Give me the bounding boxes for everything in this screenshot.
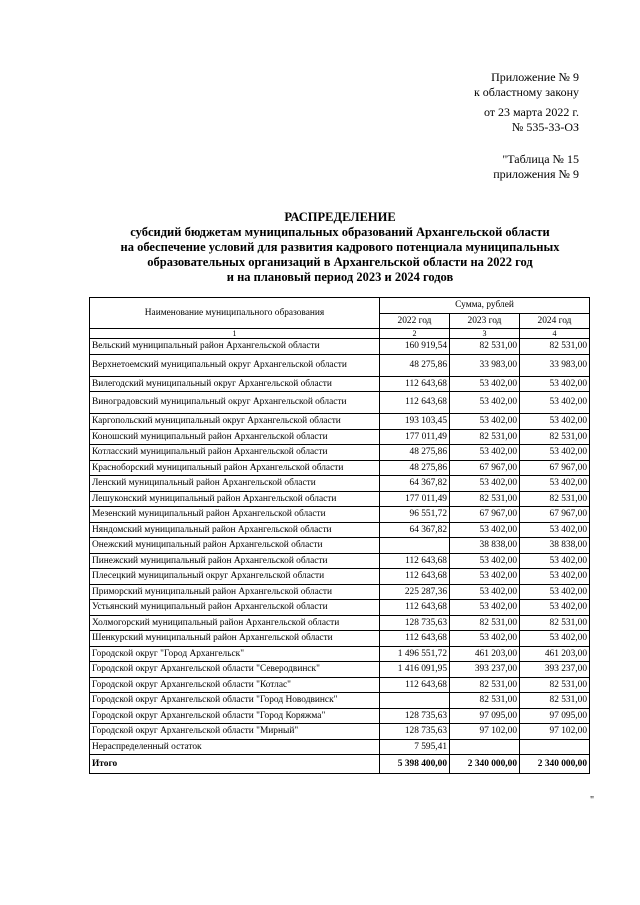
value-2024: 53 402,00 [520,392,590,414]
municipality-name: Шенкурский муниципальный район Архангельской области [90,631,380,647]
municipality-name: Мезенский муниципальный район Архангельской области [90,507,380,523]
municipality-name: Котласский муниципальный район Архангельской области [90,445,380,461]
table-row [90,693,590,709]
value-2023: 67 967,00 [450,507,520,523]
value-2022: 128 735,63 [380,708,450,724]
municipality-name: Городской округ Архангельской области "Город Коряжма" [90,708,380,724]
municipality-name: Городской округ "Город Архангельск" [90,646,380,662]
value-2022 [380,538,450,554]
municipality-name: Виноградовский муниципальный округ Архангельской области [90,392,380,414]
title-line-2: субсидий бюджетам муниципальных образований Архангельской области [130,225,550,239]
value-2024: 53 402,00 [520,414,590,430]
column-number-2: 2 [380,329,450,339]
municipality-name: Каргопольский муниципальный округ Архангельской области [90,414,380,430]
column-header-name: Наименование муниципального образования [90,298,380,329]
column-header-2022: 2022 год [380,313,450,329]
value-2022: 7 595,41 [380,739,450,755]
column-header-2023: 2023 год [450,313,520,329]
municipality-name: Пинежский муниципальный район Архангельской области [90,553,380,569]
value-2024: 97 095,00 [520,708,590,724]
table-row [90,646,590,662]
value-2022: 128 735,63 [380,724,450,740]
value-2023: 67 967,00 [450,460,520,476]
table-row [90,538,590,554]
table-row [90,376,590,392]
value-2024: 82 531,00 [520,693,590,709]
value-2024: 82 531,00 [520,429,590,445]
total-2024: 2 340 000,00 [520,755,590,774]
value-2023: 53 402,00 [450,553,520,569]
column-number-3: 3 [450,329,520,339]
municipality-name: Вельский муниципальный район Архангельской области [90,339,380,355]
table-reference-appendix: приложения № 9 [493,166,579,181]
value-2023: 53 402,00 [450,584,520,600]
closing-quote: " [590,795,595,806]
table-row [90,476,590,492]
table-row [90,724,590,740]
municipality-name: Городской округ Архангельской области "Северодвинск" [90,662,380,678]
appendix-law-ref: к областному закону [473,84,579,99]
table-row [90,460,590,476]
municipality-name: Городской округ Архангельской области "Котлас" [90,677,380,693]
value-2022: 112 643,68 [380,631,450,647]
value-2024: 53 402,00 [520,584,590,600]
total-2023: 2 340 000,00 [450,755,520,774]
appendix-law-number: № 535-33-ОЗ [511,119,579,134]
table-row [90,522,590,538]
column-number-1: 1 [90,329,380,339]
municipality-name: Городской округ Архангельской области "Город Новодвинск" [90,693,380,709]
value-2023: 82 531,00 [450,429,520,445]
value-2024: 461 203,00 [520,646,590,662]
value-2024: 393 237,00 [520,662,590,678]
table-row [90,708,590,724]
title-line-3: на обеспечение условий для развития кадрового потенциала муниципальных [120,240,560,254]
value-2023: 82 531,00 [450,339,520,355]
value-2023: 97 095,00 [450,708,520,724]
total-2022: 5 398 400,00 [380,755,450,774]
value-2023: 53 402,00 [450,445,520,461]
title-line-4: образовательных организаций в Архангельской области на 2022 год [147,255,533,269]
value-2022: 48 275,86 [380,445,450,461]
value-2023: 53 402,00 [450,392,520,414]
value-2023: 53 402,00 [450,522,520,538]
appendix-header [399,70,579,181]
table-row [90,414,590,430]
value-2022: 112 643,68 [380,376,450,392]
table-row [90,569,590,585]
value-2023: 38 838,00 [450,538,520,554]
value-2022: 112 643,68 [380,600,450,616]
value-2022: 96 551,72 [380,507,450,523]
table-row [90,507,590,523]
document-title [90,210,590,285]
value-2023: 97 102,00 [450,724,520,740]
value-2022: 112 643,68 [380,677,450,693]
value-2022: 112 643,68 [380,553,450,569]
value-2023: 53 402,00 [450,631,520,647]
title-line-5: и на плановый период 2023 и 2024 годов [226,270,454,284]
value-2022: 128 735,63 [380,615,450,631]
value-2023: 82 531,00 [450,677,520,693]
municipality-name: Нераспределенный остаток [90,739,380,755]
value-2024: 53 402,00 [520,445,590,461]
value-2023: 461 203,00 [450,646,520,662]
value-2022: 1 496 551,72 [380,646,450,662]
municipality-name: Онежский муниципальный район Архангельской области [90,538,380,554]
value-2022: 64 367,82 [380,522,450,538]
table-row [90,445,590,461]
municipality-name: Красноборский муниципальный район Архангельской области [90,460,380,476]
value-2023: 53 402,00 [450,414,520,430]
value-2024 [520,739,590,755]
value-2024: 53 402,00 [520,522,590,538]
value-2024: 53 402,00 [520,631,590,647]
value-2024: 53 402,00 [520,553,590,569]
municipality-name: Няндомский муниципальный район Архангельской области [90,522,380,538]
value-2023: 53 402,00 [450,376,520,392]
value-2023 [450,739,520,755]
value-2024: 53 402,00 [520,569,590,585]
municipality-name: Ленский муниципальный район Архангельской области [90,476,380,492]
value-2023: 82 531,00 [450,491,520,507]
municipality-name: Лешуконский муниципальный район Архангельской области [90,491,380,507]
value-2022: 48 275,86 [380,460,450,476]
value-2024: 97 102,00 [520,724,590,740]
municipality-name: Устьянский муниципальный район Архангельской области [90,600,380,616]
distribution-table [89,297,590,774]
table-row [90,662,590,678]
municipality-name: Холмогорский муниципальный район Архангельской области [90,615,380,631]
table-row [90,392,590,414]
value-2024: 82 531,00 [520,339,590,355]
value-2024: 53 402,00 [520,600,590,616]
value-2024: 33 983,00 [520,354,590,376]
table-row [90,553,590,569]
value-2024: 67 967,00 [520,460,590,476]
column-header-2024: 2024 год [520,313,590,329]
title-line-1: РАСПРЕДЕЛЕНИЕ [284,210,396,224]
value-2023: 53 402,00 [450,600,520,616]
value-2023: 53 402,00 [450,476,520,492]
value-2024: 82 531,00 [520,491,590,507]
total-row [90,755,590,774]
value-2023: 33 983,00 [450,354,520,376]
table-row [90,491,590,507]
value-2022: 112 643,68 [380,392,450,414]
value-2022: 112 643,68 [380,569,450,585]
appendix-date: от 23 марта 2022 г. [483,105,579,119]
value-2022: 177 011,49 [380,429,450,445]
table-row [90,600,590,616]
value-2022: 48 275,86 [380,354,450,376]
value-2022: 177 011,49 [380,491,450,507]
column-number-4: 4 [520,329,590,339]
municipality-name: Плесецкий муниципальный округ Архангельской области [90,569,380,585]
value-2022: 193 103,45 [380,414,450,430]
table-row [90,677,590,693]
table-row [90,339,590,355]
municipality-name: Верхнетоемский муниципальный округ Архангельской области [90,354,380,376]
value-2024: 82 531,00 [520,677,590,693]
value-2024: 38 838,00 [520,538,590,554]
table-row [90,429,590,445]
municipality-name: Городской округ Архангельской области "Мирный" [90,724,380,740]
value-2022 [380,693,450,709]
table-row [90,615,590,631]
appendix-number: Приложение № 9 [491,70,579,84]
table-row [90,584,590,600]
value-2024: 53 402,00 [520,476,590,492]
municipality-name: Приморский муниципальный район Архангельской области [90,584,380,600]
value-2023: 393 237,00 [450,662,520,678]
value-2022: 1 416 091,95 [380,662,450,678]
value-2023: 82 531,00 [450,615,520,631]
table-reference: "Таблица № 15 [502,152,579,166]
value-2024: 53 402,00 [520,376,590,392]
municipality-name: Вилегодский муниципальный округ Архангельской области [90,376,380,392]
municipality-name: Коношский муниципальный район Архангельской области [90,429,380,445]
value-2024: 82 531,00 [520,615,590,631]
value-2023: 53 402,00 [450,569,520,585]
value-2022: 64 367,82 [380,476,450,492]
table-row [90,631,590,647]
column-header-sum: Сумма, рублей [380,298,590,314]
value-2022: 225 287,36 [380,584,450,600]
value-2022: 160 919,54 [380,339,450,355]
value-2023: 82 531,00 [450,693,520,709]
total-label: Итого [90,755,380,774]
value-2024: 67 967,00 [520,507,590,523]
table-row [90,739,590,755]
table-row [90,354,590,376]
